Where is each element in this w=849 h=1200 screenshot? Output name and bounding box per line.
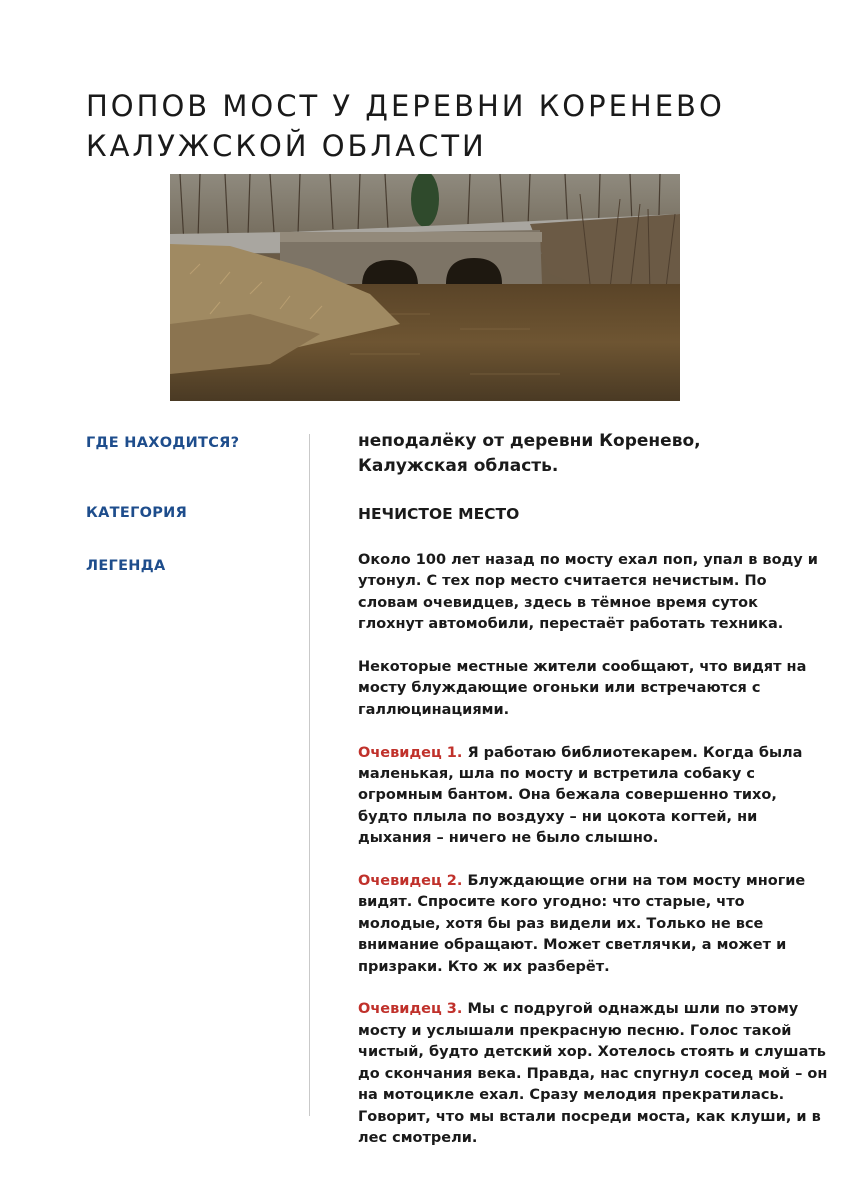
category-value: НЕЧИСТОЕ МЕСТО: [358, 505, 520, 523]
bridge-photo-illustration: [170, 174, 680, 401]
legend-text: [358, 550, 828, 1171]
label-where: ГДЕ НАХОДИТСЯ?: [86, 435, 240, 451]
column-divider: [309, 434, 310, 1116]
witness-1-label: Очевидец 1.: [358, 744, 463, 761]
label-legend: ЛЕГЕНДА: [86, 558, 166, 574]
witness-3-text: Мы с подругой однажды шли по этому мосту и услышали прекрасную песню. Голос такой чистый, будто детский хор. Хотелось стоять и слушать до скончания века. Правда, нас спугнул сосед мой – он на мотоцикле ехал. Сразу мелодия прекратилась. Говорит, что мы встали посреди моста, как клуши, и в лес смотрели.: [358, 1001, 828, 1146]
page-title-line2: КАЛУЖСКОЙ ОБЛАСТИ: [86, 129, 487, 163]
page-title-line1: ПОПОВ МОСТ У ДЕРЕВНИ КОРЕНЕВО: [86, 89, 725, 123]
witness-2-label: Очевидец 2.: [358, 873, 463, 890]
witness-1-text: Я работаю библиотекарем. Когда была маленькая, шла по мосту и встретила собаку с огромным бантом. Она бежала совершенно тихо, будто плыла по воздуху – ни цокота когтей, ни дыхания – ничего не было слышно.: [358, 744, 803, 847]
witness-2: [358, 871, 828, 978]
witness-2-text: Блуждающие огни на том мосту многие видят. Спросите кого угодно: что старые, что молодые, хотя бы раз видели их. Только не все внимание обращают. Может светлячки, а может и призраки. Кто ж их разберёт.: [358, 873, 806, 975]
witness-3-label: Очевидец 3.: [358, 1001, 463, 1018]
witness-1: [358, 743, 828, 850]
label-category: КАТЕГОРИЯ: [86, 505, 188, 521]
location-value: неподалёку от деревни Коренево, Калужская область.: [358, 431, 701, 476]
page-title: [86, 86, 786, 166]
legend-paragraph-2: Некоторые местные жители сообщают, что видят на мосту блуждающие огоньки или встречаются с галлюцинациями.: [358, 659, 807, 718]
witness-3: [358, 999, 828, 1149]
legend-paragraph-1: Около 100 лет назад по мосту ехал поп, упал в воду и утонул. С тех пор место считается нечистым. По словам очевидцев, здесь в тёмное время суток глохнут автомобили, перестаёт работать техника.: [358, 552, 818, 633]
bridge-photo: [170, 174, 680, 401]
